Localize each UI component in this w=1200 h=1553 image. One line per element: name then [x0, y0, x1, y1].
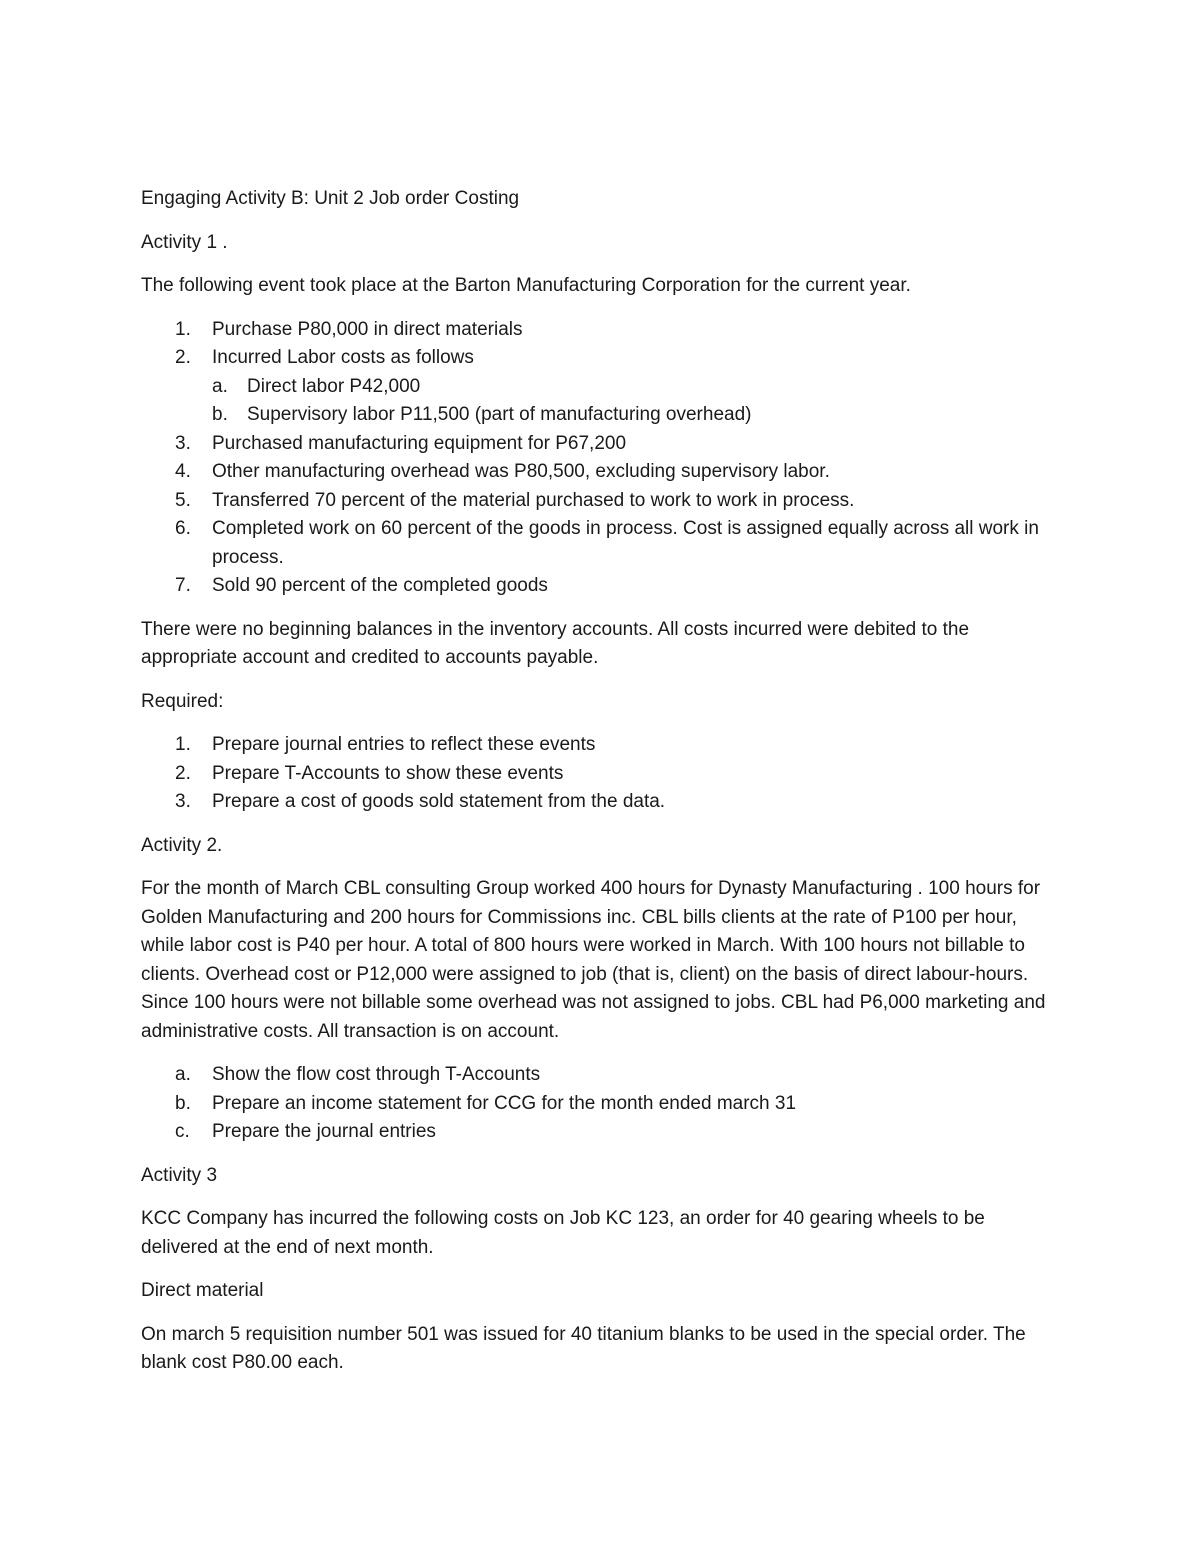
list-item-text: Purchase P80,000 in direct materials: [212, 318, 523, 340]
list-item-letter: c.: [175, 1121, 190, 1142]
list-item-number: 2.: [175, 762, 191, 784]
list-item-text: Completed work on 60 percent of the goods in process. Cost is assigned equally across all work in process.: [212, 518, 1039, 568]
list-item: [141, 430, 1061, 459]
list-item-number: 2.: [175, 347, 191, 368]
activity-1-intro: The following event took place at the Barton Manufacturing Corporation for the current year.: [141, 275, 911, 296]
activity-2-heading: Activity 2.: [141, 834, 223, 856]
list-item: [141, 487, 1061, 516]
activity-1-heading: Activity 1 .: [141, 231, 228, 253]
document-title: Engaging Activity B: Unit 2 Job order Costing: [141, 188, 520, 209]
list-item-letter: a.: [175, 1064, 191, 1085]
activity-2-tasks-list: [141, 1061, 1061, 1147]
list-item-number: 1.: [175, 318, 191, 340]
list-item-number: 3.: [175, 791, 191, 812]
list-item-text: Direct labor P42,000: [247, 375, 421, 397]
required-list: [141, 731, 1061, 817]
list-item-text: Show the flow cost through T-Accounts: [212, 1064, 541, 1085]
list-item-number: 4.: [175, 461, 191, 482]
list-item-text: Transferred 70 percent of the material purchased to work to work in process.: [212, 489, 855, 511]
list-item-text: Supervisory labor P11,500 (part of manufacturing overhead): [247, 404, 752, 425]
activity-2-body: For the month of March CBL consulting Group worked 400 hours for Dynasty Manufacturing . 100 hours for Golden Manufacturing and 200 hours for Commissions inc. CBL bills clients at the rate of P100 per hour, while labor cost is P40 per hour. A total of 800 hours were worked in March. With 100 hours not billable to clients. Overhead cost or P12,000 were assigned to job (that is, client) on the basis of direct labour-hours. Since 100 hours were not billable some overhead was not assigned to jobs. CBL had P6,000 marketing and administrative costs. All transaction is on account.: [141, 878, 1046, 1042]
list-item-letter: b.: [212, 404, 228, 425]
list-item: [141, 1090, 1061, 1119]
list-item-text: Purchased manufacturing equipment for P67,200: [212, 432, 627, 454]
list-item: [141, 458, 1061, 487]
list-item-text: Prepare T-Accounts to show these events: [212, 762, 564, 784]
list-item-number: 7.: [175, 575, 191, 596]
activity-3-body: On march 5 requisition number 501 was issued for 40 titanium blanks to be used in the special order. The blank cost P80.00 each.: [141, 1323, 1026, 1373]
list-item-text: Incurred Labor costs as follows: [212, 347, 474, 368]
activity-3-intro: KCC Company has incurred the following costs on Job KC 123, an order for 40 gearing wheels to be delivered at the end of next month.: [141, 1208, 985, 1258]
list-item: [141, 344, 1061, 373]
list-item-text: Prepare an income statement for CCG for the month ended march 31: [212, 1092, 797, 1114]
activity-1-note: There were no beginning balances in the inventory accounts. All costs incurred were debited to the appropriate account and credited to accounts payable.: [141, 618, 970, 668]
document-page: [141, 185, 1061, 1378]
list-item-text: Other manufacturing overhead was P80,500, excluding supervisory labor.: [212, 461, 830, 482]
list-item-text: Sold 90 percent of the completed goods: [212, 575, 548, 596]
list-item: [141, 760, 1061, 789]
list-item: [141, 731, 1061, 760]
list-item-text: Prepare a cost of goods sold statement from the data.: [212, 791, 666, 812]
list-item: [141, 1118, 1061, 1147]
list-item: [141, 788, 1061, 817]
list-item: [141, 316, 1061, 345]
activity-1-events-list: [141, 316, 1061, 601]
list-item-number: 5.: [175, 489, 191, 511]
activity-3-heading: Activity 3: [141, 1164, 218, 1186]
list-item-text: Prepare journal entries to reflect these events: [212, 734, 596, 755]
list-item: [141, 401, 1061, 430]
list-item: [141, 1061, 1061, 1090]
list-item-number: 6.: [175, 518, 191, 539]
list-item-number: 3.: [175, 432, 191, 454]
list-item-letter: b.: [175, 1092, 191, 1114]
list-item-number: 1.: [175, 734, 191, 755]
list-item: [141, 572, 1061, 601]
labor-sublist: [141, 373, 1061, 430]
list-item: [141, 373, 1061, 402]
required-label: Required:: [141, 690, 224, 712]
direct-material-heading: Direct material: [141, 1280, 264, 1301]
list-item: [141, 515, 1061, 572]
list-item-text: Prepare the journal entries: [212, 1121, 436, 1142]
list-item-letter: a.: [212, 375, 228, 397]
